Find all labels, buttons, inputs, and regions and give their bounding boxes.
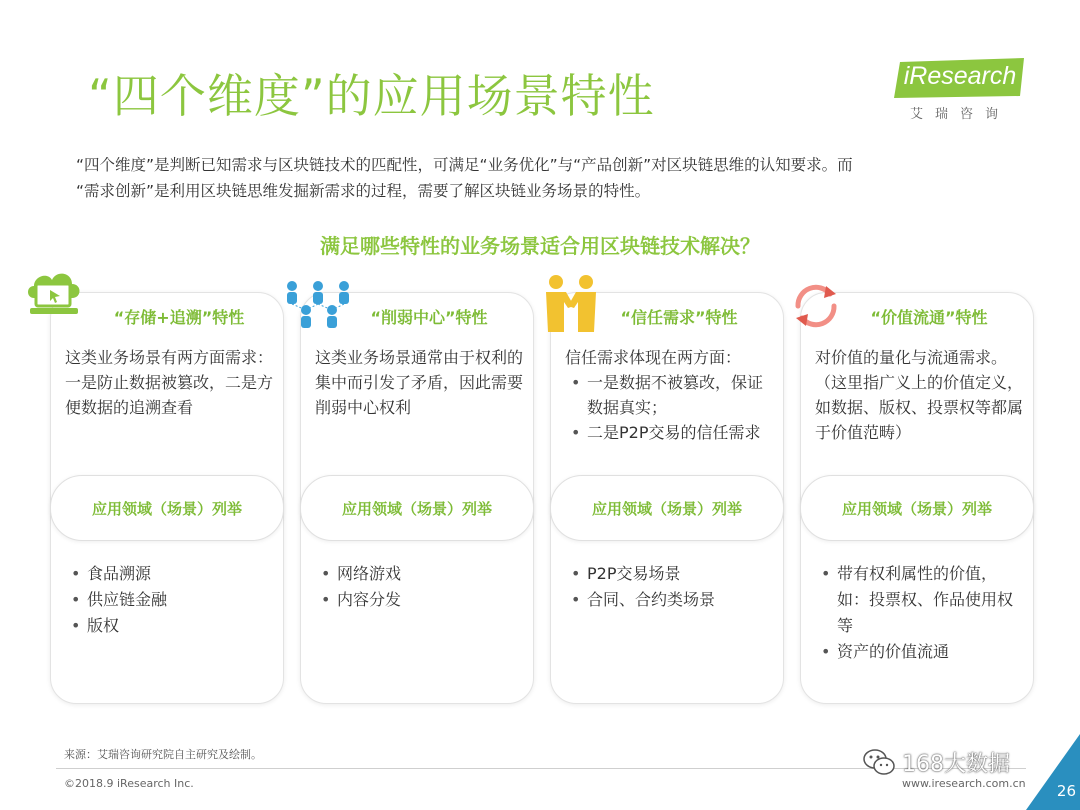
card-description: [815, 345, 1025, 445]
website-text: www.iresearch.com.cn: [902, 777, 1026, 790]
list-item: • P2P交易场景: [565, 561, 775, 587]
copyright-text: ©2018.9 iResearch Inc.: [64, 777, 194, 790]
list-item: • 带有权利属性的价值，如：投票权、作品使用权等: [815, 561, 1025, 639]
apps-list: [565, 561, 775, 613]
apps-list: [315, 561, 525, 613]
card-description: [315, 345, 525, 420]
card-desc-text: 这类业务场景通常由于权利的集中而引发了矛盾，因此需要削弱中心权利: [315, 348, 524, 417]
card-title: “削弱中心”特性: [370, 308, 488, 327]
iresearch-logo: [892, 58, 1032, 122]
list-item: • 合同、合约类场景: [565, 587, 775, 613]
intro-line-2: “需求创新”是利用区块链思维发掘新需求的过程，需要了解区块链业务场景的特性。: [76, 182, 651, 200]
card-desc-text: 对价值的量化与流通需求。（这里指广义上的价值定义，如数据、版权、投票权等都属于价值范畴）: [815, 348, 1024, 442]
watermark: [862, 744, 1010, 780]
apps-label-pill: 应用领域（场景）列举: [800, 475, 1034, 541]
list-item: • 食品溯源: [65, 561, 275, 587]
card-desc-intro: 信任需求体现在两方面：: [565, 348, 742, 367]
card-value-circulation: [800, 292, 1034, 704]
logo-brand-text: iResearch: [903, 62, 1017, 90]
people-network-icon: [282, 276, 354, 336]
card-desc-text: 这类业务场景有两方面需求：一是防止数据被篡改，二是方便数据的追溯查看: [65, 348, 274, 417]
intro-line-1: “四个维度”是判断已知需求与区块链技术的匹配性，可满足“业务优化”与“产品创新”对区块链思维的认知要求。而: [76, 156, 853, 174]
card-title: “存储+追溯”特性: [113, 308, 245, 327]
watermark-text: 168大数据: [902, 751, 1010, 777]
section-question: 满足哪些特性的业务场景适合用区块链技术解决？: [320, 234, 760, 258]
apps-list: [815, 561, 1025, 665]
list-item: • 供应链金融: [65, 587, 275, 613]
list-item: • 一是数据不被篡改，保证数据真实；: [565, 370, 775, 420]
handshake-icon: [540, 272, 602, 336]
apps-list: [65, 561, 275, 639]
wechat-icon: [862, 747, 896, 777]
apps-label-pill: 应用领域（场景）列举: [550, 475, 784, 541]
list-item: • 网络游戏: [315, 561, 525, 587]
source-note: 来源：艾瑞咨询研究院自主研究及绘制。: [64, 748, 262, 761]
logo-cn-text: 艾瑞咨询: [909, 107, 1010, 122]
exchange-arrows-icon: [790, 280, 842, 332]
page-number: 26: [1056, 782, 1076, 800]
card-title: “价值流通”特性: [870, 308, 988, 327]
list-item: • 二是P2P交易的信任需求: [565, 420, 775, 445]
card-storage-trace: [50, 292, 284, 704]
card-title: “信任需求”特性: [620, 308, 738, 327]
laptop-cloud-icon: [22, 258, 86, 322]
card-trust-demand: [550, 292, 784, 704]
page-title: “四个维度”的应用场景特性: [88, 69, 655, 123]
list-item: • 资产的价值流通: [815, 639, 1025, 665]
card-description: [65, 345, 275, 420]
card-description: [565, 345, 775, 445]
list-item: • 版权: [65, 613, 275, 639]
apps-label-pill: 应用领域（场景）列举: [300, 475, 534, 541]
list-item: • 内容分发: [315, 587, 525, 613]
intro-paragraph: [76, 152, 1036, 204]
card-weaken-center: [300, 292, 534, 704]
apps-label-pill: 应用领域（场景）列举: [50, 475, 284, 541]
